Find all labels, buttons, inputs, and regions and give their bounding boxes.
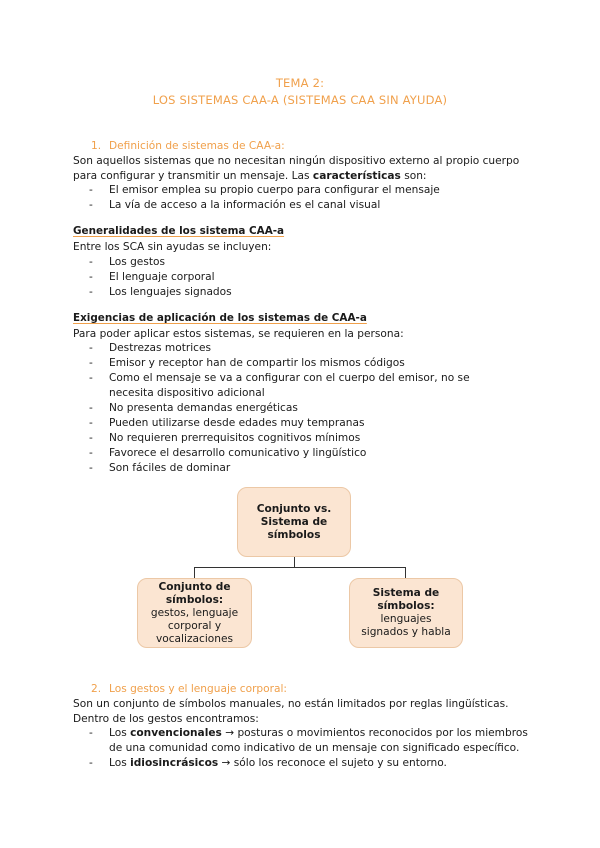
dash-bullet: - <box>89 184 93 196</box>
dash-bullet: - <box>89 357 93 369</box>
list-item-text: Son fáciles de dominar <box>109 462 231 474</box>
dash-bullet: - <box>89 727 93 739</box>
section2-paragraph: Son un conjunto de símbolos manuales, no están limitados por reglas lingüísticas. Dentro de los gestos encontramos: <box>73 698 509 725</box>
dash-bullet: - <box>89 271 93 283</box>
list-item-text: La vía de acceso a la información es el canal visual <box>109 199 381 211</box>
list-item <box>73 431 473 446</box>
dash-bullet: - <box>89 432 93 444</box>
list-item <box>73 371 473 401</box>
list-item-text: Emisor y receptor han de compartir los mismos códigos <box>109 357 405 369</box>
diagram-left-text: gestos, lenguaje corporal y vocalizaciones <box>150 606 239 645</box>
section1-number: 1. <box>91 140 102 152</box>
section2-heading <box>91 683 287 695</box>
dash-bullet: - <box>89 417 93 429</box>
list-item-text: No presenta demandas energéticas <box>109 402 298 414</box>
list-item-text: Los lenguajes signados <box>109 286 232 298</box>
generalidades-intro: Entre los SCA sin ayudas se incluyen: <box>73 241 272 253</box>
dash-bullet: - <box>89 757 93 769</box>
diagram-right-text: lenguajes signados y habla <box>361 613 451 638</box>
list-item <box>73 446 473 461</box>
list-item-text: Favorece el desarrollo comunicativo y lingüístico <box>109 447 367 459</box>
list-item-text: El lenguaje corporal <box>109 271 215 283</box>
dash-bullet: - <box>89 199 93 211</box>
item1-bold: convencionales <box>130 727 222 739</box>
section1-heading <box>91 140 285 152</box>
connector-horizontal <box>194 567 406 568</box>
list-item-text: No requieren prerrequisitos cognitivos mínimos <box>109 432 361 444</box>
exigencias-intro: Para poder aplicar estos sistemas, se requieren en la persona: <box>73 328 404 340</box>
diagram-right-bold: Sistema de símbolos: <box>372 587 440 612</box>
list-item <box>73 356 473 371</box>
item2-pre: Los <box>109 757 131 769</box>
list-item <box>73 183 533 198</box>
item1-post: → posturas o movimientos reconocidos por los miembros de una comunidad como indicativo de un mensaje con significado específico. <box>109 727 528 754</box>
list-item <box>73 726 533 756</box>
tema-label: TEMA 2: <box>275 76 325 90</box>
connector-right-down <box>405 567 406 578</box>
exigencias-list <box>73 341 473 476</box>
item2-post: → sólo los reconoce el sujeto y su entorno. <box>218 757 447 769</box>
item1-pre: Los <box>109 727 131 739</box>
item2-bold: idiosincrásicos <box>130 757 219 769</box>
section1-heading-text: Definición de sistemas de CAA-a: <box>109 140 285 152</box>
list-item <box>73 285 533 300</box>
diagram-root-label: Conjunto vs. Sistema de símbolos <box>256 502 332 541</box>
section1-para-b: son: <box>400 170 427 182</box>
dash-bullet: - <box>89 402 93 414</box>
list-item <box>73 756 533 771</box>
list-item <box>73 255 533 270</box>
generalidades-heading: Generalidades de los sistema CAA-a <box>73 225 285 237</box>
list-item <box>73 198 533 213</box>
diagram-right-box <box>349 578 463 648</box>
section1-list <box>73 183 533 213</box>
list-item <box>73 270 533 285</box>
section1-para-a: Son aquellos sistemas que no necesitan ningún dispositivo externo al propio cuerpo para configurar y transmitir un mensaje. Las <box>73 155 520 182</box>
diagram-root-box <box>237 487 351 557</box>
list-item-text: El emisor emplea su propio cuerpo para configurar el mensaje <box>109 184 440 196</box>
section1-paragraph <box>73 154 533 184</box>
list-item <box>73 416 473 431</box>
list-item-text: Destrezas motrices <box>109 342 212 354</box>
dash-bullet: - <box>89 342 93 354</box>
diagram-left-bold: Conjunto de símbolos: <box>158 580 231 606</box>
list-item <box>73 401 473 416</box>
section2-number: 2. <box>91 683 102 695</box>
list-item <box>73 461 473 476</box>
dash-bullet: - <box>89 462 93 474</box>
dash-bullet: - <box>89 447 93 459</box>
dash-bullet: - <box>89 286 93 298</box>
generalidades-list <box>73 255 533 300</box>
list-item-text: Pueden utilizarse desde edades muy tempranas <box>109 417 365 429</box>
list-item-text: Los gestos <box>109 256 165 268</box>
section2-heading-text: Los gestos y el lenguaje corporal: <box>109 683 287 695</box>
dash-bullet: - <box>89 372 93 384</box>
list-item <box>73 341 473 356</box>
page-title: LOS SISTEMAS CAA-A (SISTEMAS CAA SIN AYUDA) <box>152 93 448 107</box>
dash-bullet: - <box>89 256 93 268</box>
section1-para-bold: características <box>312 170 401 182</box>
exigencias-heading: Exigencias de aplicación de los sistemas de CAA-a <box>73 312 367 324</box>
list-item-text: Como el mensaje se va a configurar con el cuerpo del emisor, no se necesita dispositivo adicional <box>109 372 470 399</box>
connector-root-down <box>294 557 295 567</box>
diagram-left-box <box>137 578 252 648</box>
section2-list <box>73 726 533 771</box>
connector-left-down <box>194 567 195 578</box>
